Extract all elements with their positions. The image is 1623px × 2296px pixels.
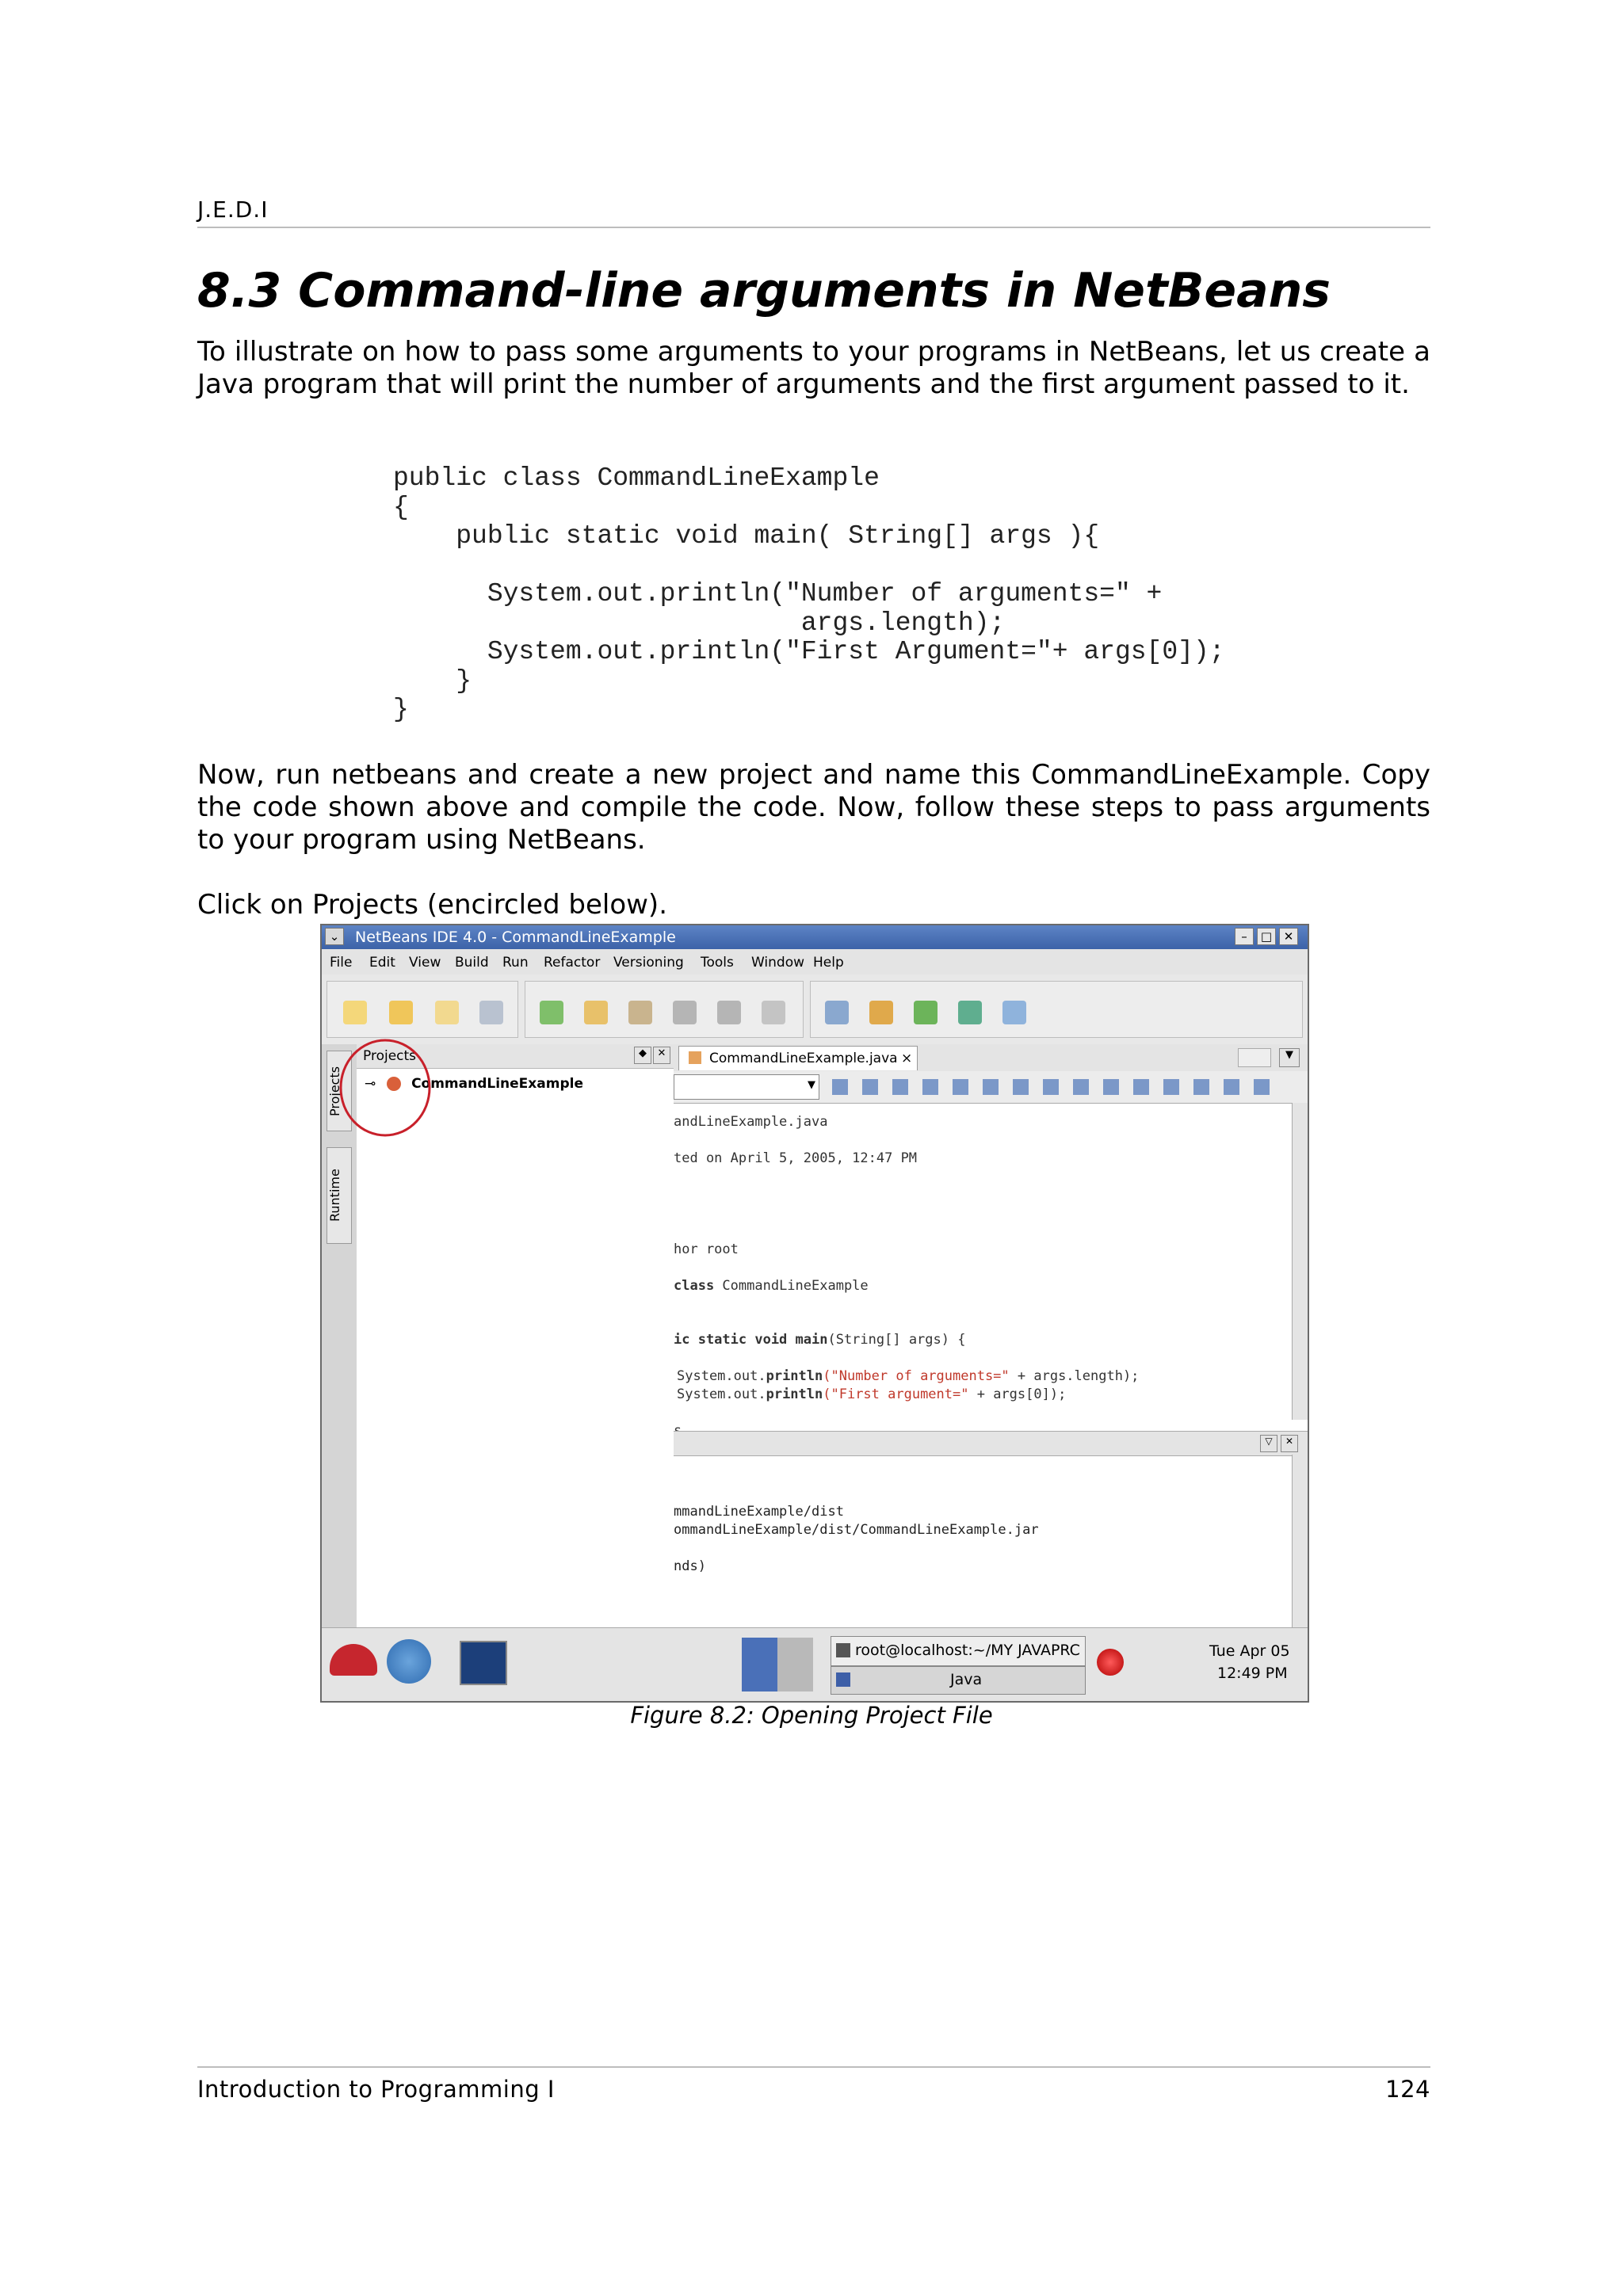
code-text: System.out. [677, 1386, 766, 1402]
desktop-taskbar [322, 1627, 1308, 1699]
toolbar-group-build [810, 981, 1303, 1038]
figure-caption: Figure 8.2: Opening Project File [630, 1702, 993, 1729]
code-text: CommandLineExample [714, 1278, 869, 1294]
clock-date: Tue Apr 05 [1209, 1642, 1290, 1660]
redhat-menu-icon[interactable] [330, 1644, 377, 1676]
notification-icon[interactable] [1097, 1649, 1124, 1676]
step-icon[interactable] [1002, 1001, 1026, 1024]
code-line-6 [677, 1368, 1139, 1384]
code-text: System.out. [677, 1368, 766, 1384]
code-keyword: class [674, 1278, 715, 1294]
maximize-icon[interactable]: □ [1257, 928, 1276, 945]
code-string: ("Number of arguments=" [823, 1368, 1010, 1384]
code-line-4 [674, 1278, 869, 1294]
code-keyword: println [766, 1386, 823, 1402]
menu-tools[interactable]: Tools [701, 955, 734, 971]
netbeans-screenshot [320, 924, 1309, 1703]
code-line-7 [677, 1386, 1066, 1402]
code-text: (String[] args) { [827, 1332, 966, 1348]
editor-action-icons[interactable] [832, 1079, 1276, 1095]
output-minimize-icon[interactable]: ▽ [1260, 1435, 1277, 1452]
redo-icon[interactable] [717, 1001, 741, 1024]
page-number: 124 [1385, 2076, 1430, 2103]
build-main-project-icon[interactable] [825, 1001, 849, 1024]
terminal-window-title: root@localhost:~/MY JAVAPRC [855, 1642, 1080, 1659]
runtime-side-tab[interactable] [327, 1147, 352, 1244]
clock-time: 12:49 PM [1217, 1665, 1288, 1682]
section-title: 8.3 Command-line arguments in NetBeans [197, 263, 1331, 318]
editor-tab-commandlineexample[interactable] [678, 1046, 918, 1070]
menu-window[interactable]: Window [751, 955, 805, 971]
close-icon[interactable]: ✕ [1279, 928, 1298, 945]
highlight-circle [322, 1028, 480, 1139]
paste-icon[interactable] [628, 1001, 652, 1024]
java-file-icon [689, 1051, 701, 1064]
editor-tabs [674, 1044, 1308, 1072]
footer-rule [197, 2066, 1430, 2068]
taskbar-java-button[interactable] [831, 1666, 1086, 1695]
menu-view[interactable]: View [409, 955, 441, 971]
runtime-side-tab-label: Runtime [327, 1169, 342, 1222]
undo-icon[interactable] [673, 1001, 697, 1024]
taskbar-terminal-button[interactable] [831, 1636, 1086, 1666]
save-all-icon[interactable] [479, 1001, 503, 1024]
debug-main-project-icon[interactable] [958, 1001, 982, 1024]
code-text: + args.length); [1009, 1368, 1140, 1384]
click-projects-paragraph: Click on Projects (encircled below). [197, 889, 668, 921]
panel-pin-icon[interactable]: ◆ [634, 1047, 651, 1064]
toolbar-group-edit [525, 981, 804, 1038]
editor-toolbar [674, 1071, 1308, 1104]
projects-panel-title: Projects [363, 1048, 417, 1064]
menu-bar [322, 949, 1308, 974]
tab-close-icon[interactable]: × [901, 1051, 913, 1066]
instructions-paragraph: Now, run netbeans and create a new project and name this CommandLineExample. Copy the code shown above and compile the code. Now, follow these steps to pass arguments to your program using NetBeans. [197, 759, 1430, 856]
new-file-icon[interactable] [343, 1001, 367, 1024]
project-node-label: CommandLineExample [411, 1076, 583, 1092]
terminal-launcher-icon[interactable] [460, 1641, 507, 1685]
copy-icon[interactable] [584, 1001, 608, 1024]
new-project-icon[interactable] [389, 1001, 413, 1024]
menu-versioning[interactable]: Versioning [613, 955, 684, 971]
code-line-2: ted on April 5, 2005, 12:47 PM [674, 1150, 918, 1166]
output-close-icon[interactable]: ✕ [1281, 1435, 1298, 1452]
intro-paragraph: To illustrate on how to pass some arguments to your programs in NetBeans, let us create a Java program that will print the number of arguments and the first argument passed to it. [197, 336, 1430, 400]
tab-scroll-icon[interactable] [1238, 1048, 1271, 1067]
menu-build[interactable]: Build [455, 955, 489, 971]
projects-panel [357, 1044, 675, 1665]
web-browser-icon[interactable] [387, 1639, 431, 1684]
find-icon[interactable] [762, 1001, 785, 1024]
tab-list-icon[interactable]: ▼ [1279, 1048, 1300, 1067]
header-rule [197, 227, 1430, 228]
code-keyword: println [766, 1368, 823, 1384]
member-combo[interactable] [674, 1074, 819, 1100]
menu-help[interactable]: Help [813, 955, 844, 971]
output-line-1: mmandLineExample/dist [674, 1504, 844, 1520]
code-line-1: andLineExample.java [674, 1114, 828, 1130]
output-line-3: nds) [674, 1558, 706, 1574]
code-line-3: hor root [674, 1241, 739, 1257]
java-window-title: Java [950, 1671, 983, 1688]
code-listing: public class CommandLineExample { public static void main( String[] args ){ System.out.println("Number of arguments=" + args.length); System.out.println("First Argument="+ args[0]); } } [393, 463, 1225, 724]
code-string: ("First argument=" [823, 1386, 969, 1402]
java-window-icon [836, 1672, 850, 1687]
code-text: + args[0]); [968, 1386, 1067, 1402]
code-line-5 [674, 1332, 965, 1348]
panel-close-icon[interactable]: ✕ [653, 1047, 670, 1064]
output-line-2: ommandLineExample/dist/CommandLineExample.jar [674, 1522, 1039, 1538]
running-header: J.E.D.I [197, 196, 269, 223]
editor-scrollbar[interactable] [1292, 1103, 1308, 1420]
menu-edit[interactable]: Edit [369, 955, 395, 971]
run-main-project-icon[interactable] [914, 1001, 938, 1024]
window-title: NetBeans IDE 4.0 - CommandLineExample [355, 929, 676, 946]
menu-file[interactable]: File [330, 955, 353, 971]
editor-area [674, 1044, 1308, 1665]
menu-run[interactable]: Run [502, 955, 529, 971]
open-project-icon[interactable] [435, 1001, 459, 1024]
output-header [674, 1431, 1308, 1456]
terminal-window-icon [836, 1643, 850, 1657]
code-keyword: ic static void main [674, 1332, 828, 1348]
source-code[interactable] [674, 1103, 1292, 1420]
projects-side-tab-label: Projects [327, 1066, 342, 1116]
menu-refactor[interactable]: Refactor [544, 955, 601, 971]
window-menu-icon[interactable]: ⌄ [325, 928, 344, 945]
minimize-icon[interactable]: – [1235, 928, 1254, 945]
combo-arrow-icon[interactable]: ▼ [808, 1079, 815, 1091]
clean-build-icon[interactable] [869, 1001, 893, 1024]
cut-icon[interactable] [540, 1001, 563, 1024]
tree-expand-icon[interactable]: ⊸ [365, 1076, 376, 1092]
editor-tab-label: CommandLineExample.java [709, 1051, 898, 1066]
footer-title: Introduction to Programming I [197, 2076, 555, 2103]
window-titlebar [322, 925, 1308, 949]
workspace-switcher[interactable] [742, 1638, 813, 1691]
